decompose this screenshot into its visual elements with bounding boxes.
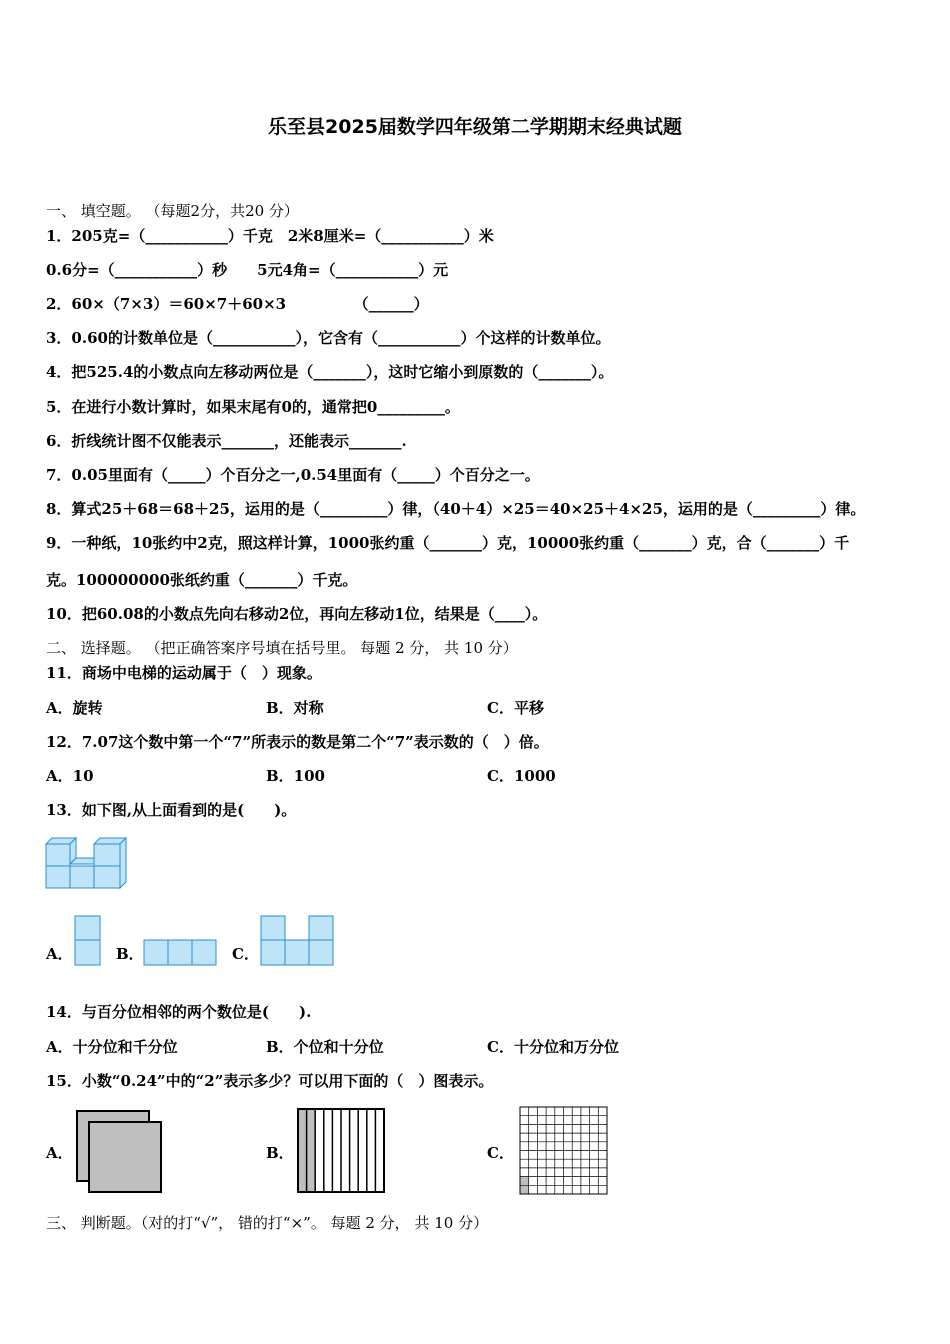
section-3-heading: 三、 判断题。（对的打“√”， 错的打“×”。 每题 2 分， 共 10 分） [46,1214,489,1232]
question-4: 4．把525.4的小数点向左移动两位是（_______），这时它缩小到原数的（_______）。 [46,363,614,381]
q12-option-a: A．10 [46,767,94,785]
q13-option-a: A． [46,945,73,963]
question-3: 3．0.60的计数单位是（___________），它含有（___________）个这样的计数单位。 [46,329,611,347]
question-1a: 1．205克=（___________）千克 2米8厘米=（___________）米 [46,227,494,245]
q13-option-c: C． [232,945,259,963]
section-1-heading: 一、 填空题。 （每题2分，共20 分） [46,202,299,220]
q15-option-a-figure [76,1110,164,1194]
cube-figure [44,830,128,892]
question-11: 11．商场中电梯的运动属于（ ）现象。 [46,664,322,682]
q11-option-a: A．旋转 [46,699,103,717]
q15-option-c-figure [519,1106,610,1195]
question-2: 2．60×（7×3）＝60×7＋60×3 （______） [46,295,429,313]
q13-option-a-figure [74,915,102,967]
question-10: 10．把60.08的小数点先向右移动2位，再向左移动1位，结果是（____）。 [46,605,548,623]
q12-option-c: C．1000 [487,767,556,785]
section-2-heading: 二、 选择题。 （把正确答案序号填在括号里。 每题 2 分， 共 10 分） [46,639,518,657]
page-title: 乐至县2025届数学四年级第二学期期末经典试题 [268,116,682,138]
q15-option-b-figure [297,1108,387,1194]
q15-option-a: A． [46,1144,73,1162]
q13-option-c-figure [260,915,335,967]
q11-option-b: B．对称 [266,699,324,717]
q12-option-b: B．100 [266,767,325,785]
question-9b: 克。100000000张纸约重（_______）千克。 [46,571,358,589]
q13-option-b-figure [143,939,218,967]
question-13: 13．如下图,从上面看到的是( )。 [46,801,297,819]
q14-option-c: C．十分位和万分位 [487,1038,619,1056]
q15-option-c: C． [487,1144,514,1162]
q13-option-b: B． [116,945,144,963]
question-9a: 9．一种纸，10张约中2克，照这样计算，1000张约重（_______）克，10000张约重（_______）克，合（_______）千 [46,534,850,552]
question-14: 14．与百分位相邻的两个数位是( ). [46,1003,312,1021]
question-6: 6．折线统计图不仅能表示_______，还能表示_______. [46,432,407,450]
question-7: 7．0.05里面有（_____）个百分之一,0.54里面有（_____）个百分之一。 [46,466,540,484]
question-8: 8．算式25＋68＝68＋25，运用的是（_________）律，（40＋4）×25＝40×25＋4×25，运用的是（_________）律。 [46,500,866,518]
q14-option-b: B．个位和十分位 [266,1038,384,1056]
q15-option-b: B． [266,1144,294,1162]
question-12: 12．7.07这个数中第一个“7”所表示的数是第二个“7”表示数的（ ）倍。 [46,733,549,751]
q11-option-c: C．平移 [487,699,544,717]
question-1b: 0.6分=（___________）秒 5元4角=（___________）元 [46,261,449,279]
q14-option-a: A．十分位和千分位 [46,1038,178,1056]
question-5: 5．在进行小数计算时，如果末尾有0的，通常把0_________。 [46,398,460,416]
question-15: 15．小数“0.24”中的“2”表示多少？可以用下面的（ ）图表示。 [46,1072,494,1090]
